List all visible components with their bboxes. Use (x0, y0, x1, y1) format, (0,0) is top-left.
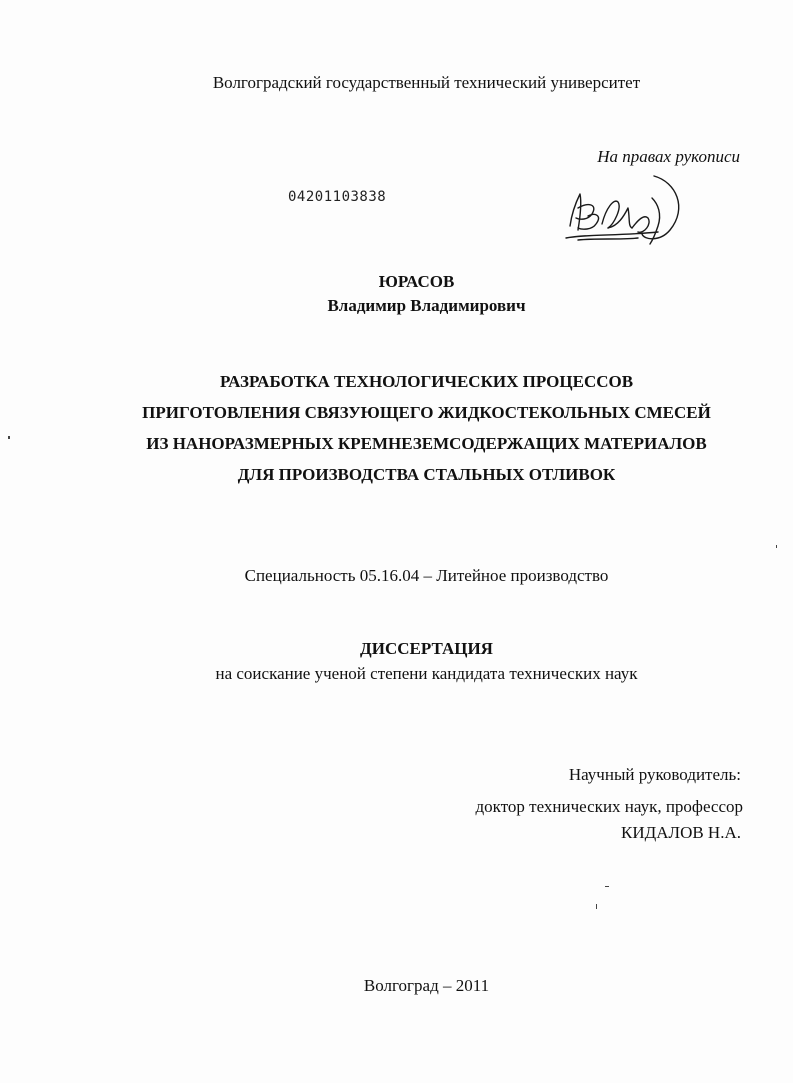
specialty: Специальность 05.16.04 – Литейное производство (244, 566, 609, 585)
title-line: ИЗ НАНОРАЗМЕРНЫХ КРЕМНЕЗЕМСОДЕРЖАЩИХ МАТЕРИАЛОВ (146, 434, 707, 453)
title-line: ДЛЯ ПРОИЗВОДСТВА СТАЛЬНЫХ ОТЛИВОК (237, 465, 616, 484)
scan-speck (776, 545, 777, 548)
archive-code: 04201103838 (288, 189, 387, 205)
supervisor-name: КИДАЛОВ Н.А. (621, 823, 741, 842)
city-year: Волгоград – 2011 (363, 976, 490, 995)
author-surname: ЮРАСОВ (378, 272, 455, 291)
document-purpose: на соискание ученой степени кандидата технических наук (215, 664, 638, 683)
supervisor-label: Научный руководитель: (568, 765, 741, 784)
scan-speck (8, 436, 10, 439)
title-line: ПРИГОТОВЛЕНИЯ СВЯЗУЮЩЕГО ЖИДКОСТЕКОЛЬНЫХ СМЕСЕЙ (142, 403, 711, 422)
author-given-names: Владимир Владимирович (327, 296, 526, 315)
supervisor-degree: доктор технических наук, профессор (475, 797, 743, 816)
scan-speck (605, 886, 609, 887)
document-type: ДИССЕРТАЦИЯ (360, 639, 493, 658)
signature (558, 168, 698, 248)
manuscript-note: На правах рукописи (597, 147, 740, 166)
scan-speck (596, 904, 597, 909)
title-line: РАЗРАБОТКА ТЕХНОЛОГИЧЕСКИХ ПРОЦЕССОВ (219, 372, 634, 391)
university-name: Волгоградский государственный технический университет (212, 73, 641, 92)
